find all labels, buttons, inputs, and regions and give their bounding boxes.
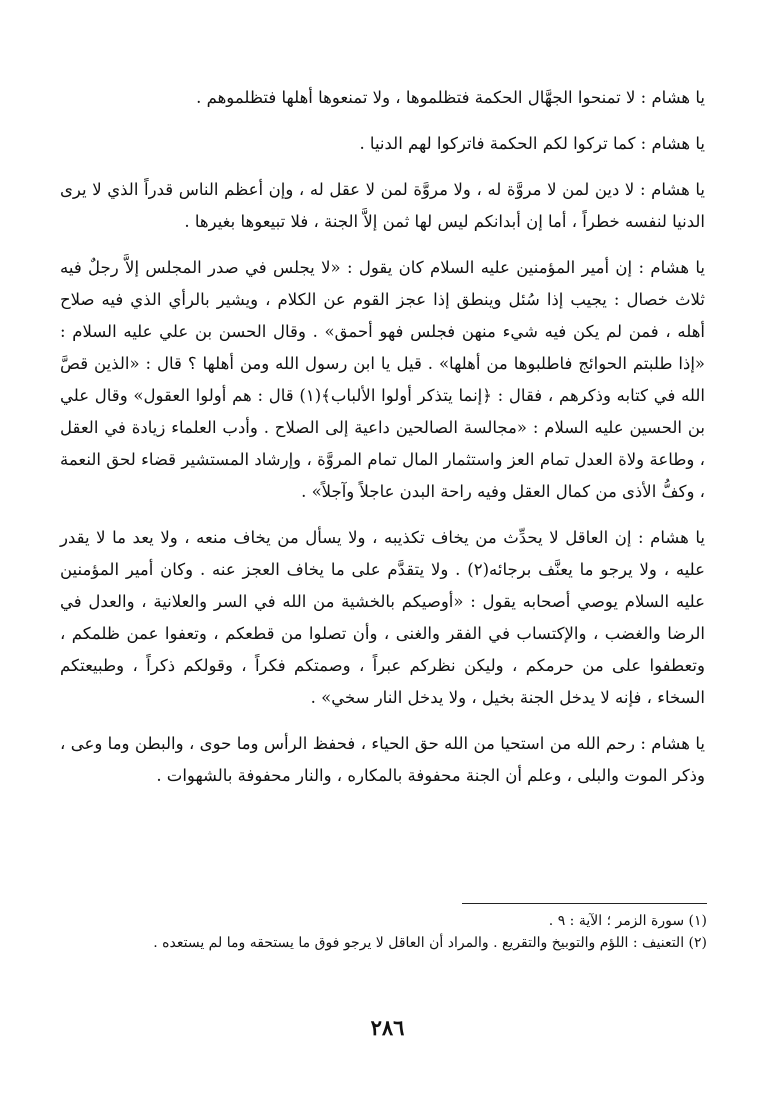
footnote-text: التعنيف : اللؤم والتوبيخ والتقريع . والمراد أن العاقل لا يرجو فوق ما يستحقه وما لم يستعده . bbox=[153, 935, 685, 951]
paragraph: يا هشام : إن أمير المؤمنين عليه السلام كان يقول : «لا يجلس في صدر المجلس إلاَّ رجلٌ فيه ثلاث خصال : يجيب إذا سُئل وينطق إذا عجز القوم عن الكلام ، ويشير بالرأي الذي فيه صلاح أهله ، فمن لم يكن فيه شيء منهن فجلس فهو أحمق» . وقال الحسن بن علي عليه السلام : «إذا طلبتم الحوائج فاطلبوها من أهلها» . قيل يا ابن رسول الله ومن أهلها ؟ قال : «الذين قصَّ الله في كتابه وذكرهم ، فقال : ﴿إنما يتذكر أولوا الألباب﴾(١) قال : هم أولوا العقول» وقال علي بن الحسين عليه السلام : «مجالسة الصالحين داعية إلى الصلاح . وأدب العلماء زيادة في العقل ، وطاعة ولاة العدل تمام العز واستثمار المال تمام المروَّة ، وإرشاد المستشير قضاء لحق النعمة ، وكفُّ الأذى من كمال العقل وفيه راحة البدن عاجلاً وآجلاً» . bbox=[60, 258, 705, 501]
footnote bbox=[80, 910, 707, 932]
paragraph: يا هشام : لا دين لمن لا مروَّة له ، ولا مروَّة لمن لا عقل له ، وإن أعظم الناس قدراً الذي لا يرى الدنيا لنفسه خطراً ، أما إن أبدانكم ليس لها ثمن إلاَّ الجنة ، فلا تبيعوها بغيرها . bbox=[60, 180, 705, 231]
paragraph: يا هشام : كما تركوا لكم الحكمة فاتركوا لهم الدنيا . bbox=[359, 134, 705, 153]
footnote-text: سورة الزمر ؛ الآية : ٩ . bbox=[548, 913, 685, 929]
paragraph: يا هشام : رحم الله من استحيا من الله حق الحياء ، فحفظ الرأس وما حوى ، والبطن وما وعى ، وذكر الموت والبلى ، وعلم أن الجنة محفوفة بالمكاره ، والنار محفوفة بالشهوات . bbox=[60, 734, 705, 785]
paragraph: يا هشام : إن العاقل لا يحدِّث من يخاف تكذيبه ، ولا يسأل من يخاف منعه ، ولا يعد ما لا يقدر عليه ، ولا يرجو ما يعنَّف برجائه(٢) . ولا يتقدَّم على ما يخاف العجز عنه . وكان أمير المؤمنين عليه السلام يوصي أصحابه يقول : «أوصيكم بالخشية من الله في السر والعلانية ، والعدل في الرضا والغضب ، والإكتساب في الفقر والغنى ، وأن تصلوا من قطعكم ، وتعفوا عمن ظلمكم ، وتعطفوا على من حرمكم ، وليكن نظركم عبراً ، وصمتكم فكراً ، وقولكم ذكراً ، وطبيعتكم السخاء ، فإنه لا يدخل الجنة بخيل ، ولا يدخل النار سخي» . bbox=[60, 528, 705, 707]
paragraph: يا هشام : لا تمنحوا الجهَّال الحكمة فتظلموها ، ولا تمنعوها أهلها فتظلموهم . bbox=[196, 88, 705, 107]
footnote-marker: (١) bbox=[688, 913, 707, 929]
footnotes bbox=[80, 910, 707, 954]
footnote bbox=[80, 932, 707, 954]
footnote-marker: (٢) bbox=[688, 935, 707, 951]
page-number: ٢٨٦ bbox=[370, 1015, 405, 1040]
footnote-divider bbox=[462, 903, 707, 904]
main-text bbox=[60, 82, 705, 806]
